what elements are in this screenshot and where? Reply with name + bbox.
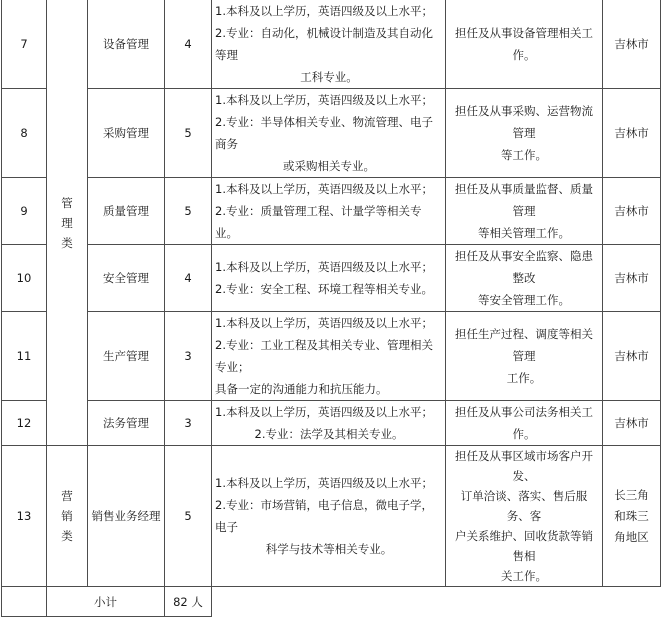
category-char: 类 bbox=[61, 529, 73, 543]
row-number: 12 bbox=[2, 401, 47, 446]
requirement-line: 2.专业：市场营销，电子信息，微电子学，电子 bbox=[215, 498, 433, 534]
table-row bbox=[2, 446, 661, 587]
requirements bbox=[212, 446, 446, 587]
requirement-line: 2.专业：质量管理工程、计量学等相关专业。 bbox=[215, 204, 422, 240]
requirement-line: 工科专业。 bbox=[300, 70, 358, 84]
table-row bbox=[2, 245, 661, 312]
duty-line: 工作。 bbox=[506, 371, 542, 385]
duty-line: 等安全管理工作。 bbox=[478, 293, 570, 307]
requirement-line: 具备一定的沟通能力和抗压能力。 bbox=[215, 382, 388, 396]
requirement-line: 2.专业：法学及其相关专业。 bbox=[254, 427, 404, 441]
location-line: 角地区 bbox=[614, 529, 649, 544]
requirements bbox=[212, 0, 446, 89]
table-row bbox=[2, 312, 661, 401]
duties bbox=[446, 178, 603, 245]
duties bbox=[446, 89, 603, 178]
headcount: 3 bbox=[165, 312, 212, 401]
requirement-line: 1.本科及以上学历，英语四级及以上水平； bbox=[215, 4, 433, 18]
category-char: 类 bbox=[61, 235, 73, 250]
requirements bbox=[212, 89, 446, 178]
requirement-line: 2.专业：工业工程及其相关专业、管理相关专业； bbox=[215, 338, 433, 374]
recruitment-table bbox=[1, 0, 661, 617]
location-line: 吉林市 bbox=[614, 271, 649, 285]
duty-line: 担任生产过程、调度等相关管理 bbox=[455, 327, 593, 363]
location-line: 长三角 bbox=[614, 487, 649, 502]
position-name: 设备管理 bbox=[88, 0, 165, 89]
location-line: 吉林市 bbox=[614, 37, 649, 51]
table-row bbox=[2, 401, 661, 446]
duty-line: 关工作。 bbox=[501, 569, 547, 583]
category-char: 销 bbox=[61, 509, 73, 523]
headcount: 5 bbox=[165, 89, 212, 178]
requirement-line: 2.专业：安全工程、环境工程等相关专业。 bbox=[215, 282, 433, 296]
duties bbox=[446, 446, 603, 587]
duty-line: 担任及从事设备管理相关工作。 bbox=[455, 26, 593, 62]
row-number: 11 bbox=[2, 312, 47, 401]
location bbox=[603, 312, 661, 401]
row-number: 9 bbox=[2, 178, 47, 245]
subtotal-label: 小计 bbox=[47, 587, 165, 617]
location bbox=[603, 178, 661, 245]
headcount: 5 bbox=[165, 446, 212, 587]
duty-line: 担任及从事公司法务相关工作。 bbox=[455, 405, 593, 441]
requirements bbox=[212, 312, 446, 401]
headcount: 4 bbox=[165, 0, 212, 89]
subtotal-value: 82 人 bbox=[165, 587, 212, 617]
location bbox=[603, 245, 661, 312]
subtotal-empty-cell bbox=[2, 587, 47, 617]
location-line: 吉林市 bbox=[614, 349, 649, 363]
location-line: 吉林市 bbox=[614, 204, 649, 218]
headcount: 4 bbox=[165, 245, 212, 312]
location-line: 和珠三 bbox=[614, 508, 649, 523]
duties bbox=[446, 245, 603, 312]
category-char: 营 bbox=[61, 489, 73, 503]
requirement-line: 2.专业：自动化，机械设计制造及其自动化等理 bbox=[215, 26, 433, 62]
requirement-line: 2.专业：半导体相关专业、物流管理、电子商务 bbox=[215, 115, 433, 151]
headcount: 3 bbox=[165, 401, 212, 446]
requirements bbox=[212, 178, 446, 245]
duty-line: 订单洽谈、落实、售后服务、客 bbox=[460, 489, 588, 523]
headcount: 5 bbox=[165, 178, 212, 245]
duty-line: 担任及从事区域市场客户开发、 bbox=[455, 449, 593, 483]
row-number: 7 bbox=[2, 0, 47, 89]
row-number: 8 bbox=[2, 89, 47, 178]
duty-line: 担任及从事采购、运营物流管理 bbox=[455, 104, 593, 140]
location-line: 吉林市 bbox=[614, 126, 649, 140]
table-row bbox=[2, 89, 661, 178]
requirement-line: 科学与技术等相关专业。 bbox=[265, 542, 393, 556]
row-number: 10 bbox=[2, 245, 47, 312]
position-name: 法务管理 bbox=[88, 401, 165, 446]
category-cell-management bbox=[47, 0, 88, 446]
requirements bbox=[212, 401, 446, 446]
location bbox=[603, 401, 661, 446]
position-name: 质量管理 bbox=[88, 178, 165, 245]
duties bbox=[446, 401, 603, 446]
location bbox=[603, 89, 661, 178]
subtotal-blank bbox=[212, 587, 661, 617]
requirement-line: 1.本科及以上学历，英语四级及以上水平； bbox=[215, 260, 433, 274]
category-char: 理 bbox=[61, 215, 73, 230]
requirement-line: 1.本科及以上学历，英语四级及以上水平； bbox=[215, 476, 433, 490]
category-cell-sales bbox=[47, 446, 88, 587]
duties bbox=[446, 312, 603, 401]
duties bbox=[446, 0, 603, 89]
requirement-line: 1.本科及以上学历，英语四级及以上水平； bbox=[215, 405, 433, 419]
subtotal-row bbox=[2, 587, 661, 617]
position-name: 销售业务经理 bbox=[88, 446, 165, 587]
table-row bbox=[2, 178, 661, 245]
position-name: 采购管理 bbox=[88, 89, 165, 178]
duty-line: 担任及从事安全监察、隐患整改 bbox=[455, 249, 593, 285]
row-number: 13 bbox=[2, 446, 47, 587]
duty-line: 等工作。 bbox=[501, 148, 547, 162]
requirement-line: 1.本科及以上学历，英语四级及以上水平； bbox=[215, 316, 433, 330]
duty-line: 户关系维护、回收货款等销售相 bbox=[455, 529, 593, 563]
location bbox=[603, 0, 661, 89]
requirement-line: 或采购相关专业。 bbox=[283, 159, 375, 173]
duty-line: 担任及从事质量监督、质量管理 bbox=[455, 182, 593, 218]
table-row bbox=[2, 0, 661, 89]
location bbox=[603, 446, 661, 587]
location-line: 吉林市 bbox=[614, 416, 649, 430]
category-char: 管 bbox=[61, 195, 73, 210]
requirements bbox=[212, 245, 446, 312]
position-name: 生产管理 bbox=[88, 312, 165, 401]
requirement-line: 1.本科及以上学历，英语四级及以上水平； bbox=[215, 182, 433, 196]
duty-line: 等相关管理工作。 bbox=[478, 226, 570, 240]
position-name: 安全管理 bbox=[88, 245, 165, 312]
requirement-line: 1.本科及以上学历，英语四级及以上水平； bbox=[215, 93, 433, 107]
